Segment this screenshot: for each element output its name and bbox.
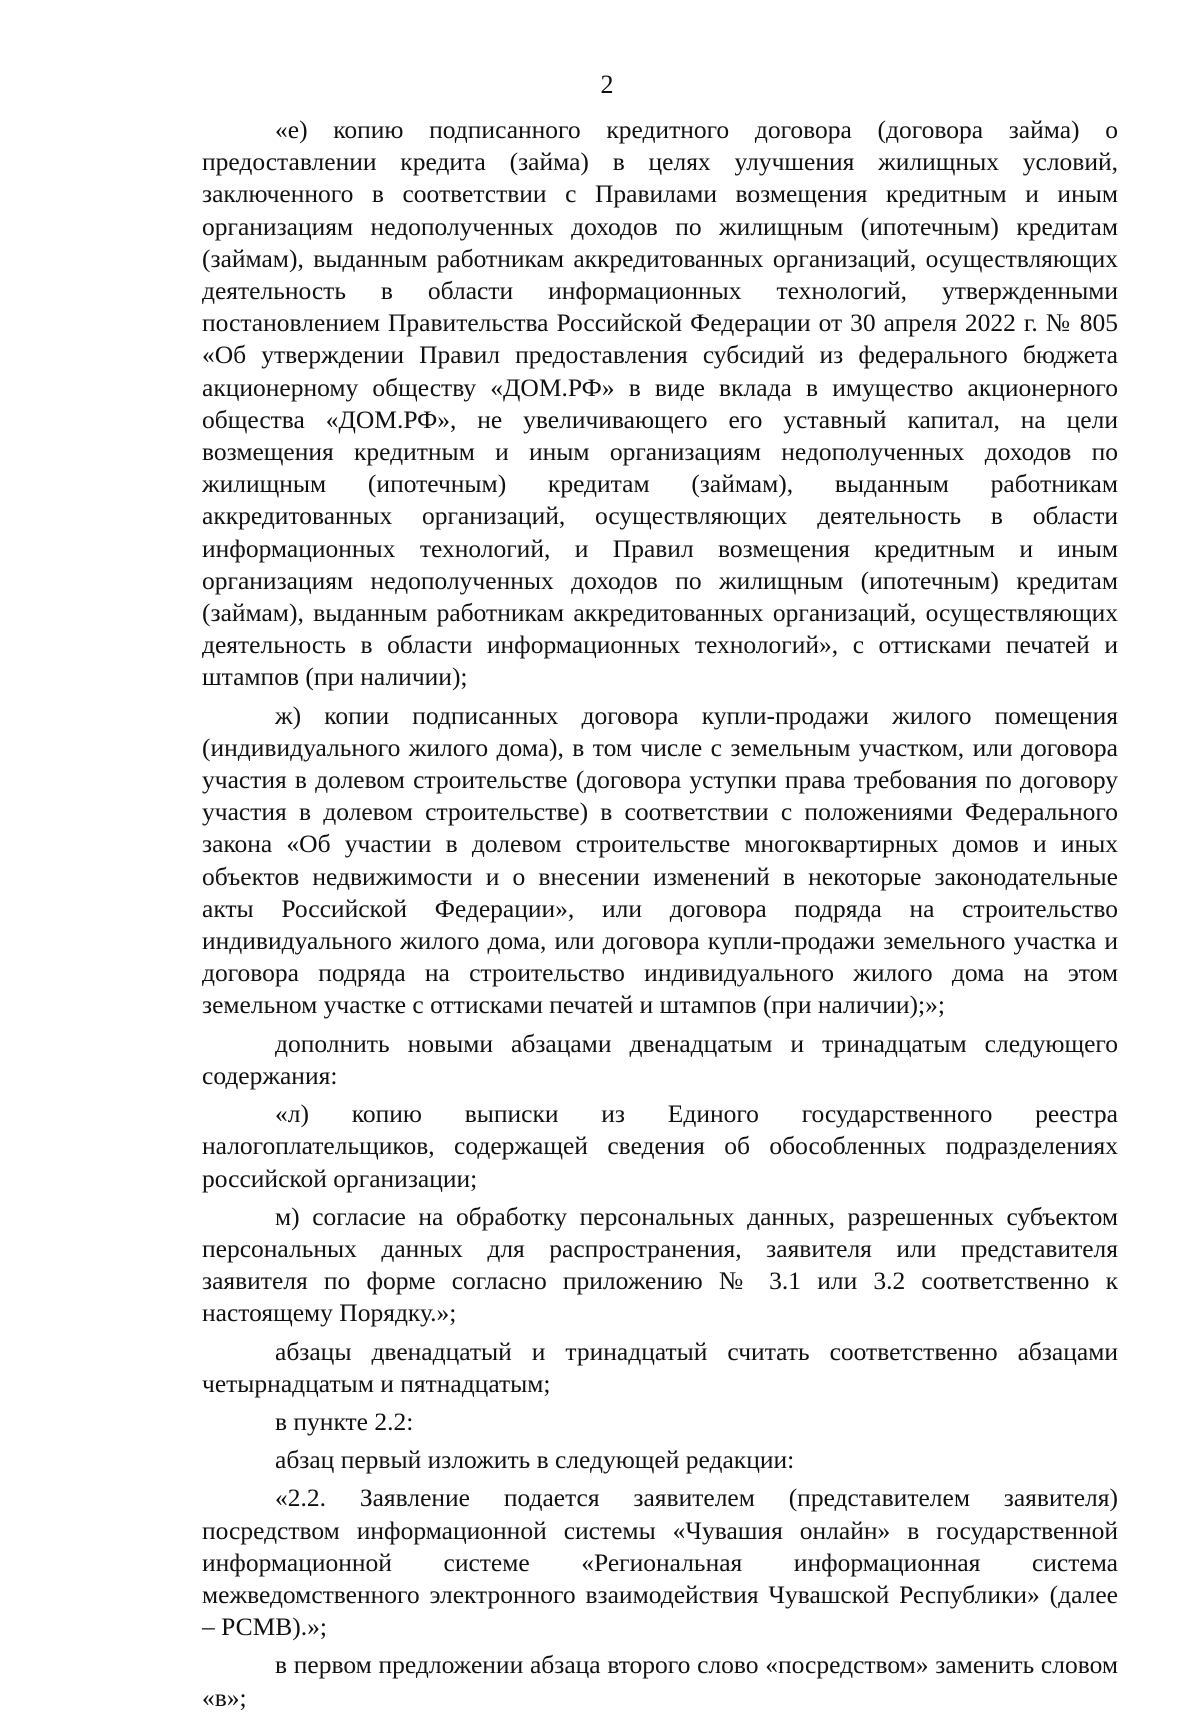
page-number: 2 (600, 70, 614, 99)
document-body (202, 114, 1118, 1720)
paragraph-zh: ж) копии подписанных договора купли-продажи жилого помещения (индивидуального жилого дома), в том числе с земельным участком, или договора участия в долевом строительстве (договора уступки права требования по договору участия в долевом строительстве) в соответствии с положениями Федерального закона «Об участии в долевом строительстве многоквартирных домов и иных объектов недвижимости и о внесении изменений в некоторые законодательные акты Российской Федерации», или договора подряда на строительство индивидуального жилого дома, или договора купли-продажи земельного участка и договора подряда на строительство индивидуального жилого дома на этом земельном участке с оттисками печатей и штампов (при наличии);»; (202, 700, 1118, 1020)
paragraph-2-2-text: «2.2. Заявление подается заявителем (представителем заявителя) посредством информационной системы «Чувашия онлайн» в государственной информационной системе «Региональная информационная система межведомственного электронного взаимодействия Чувашской Республики» (далее – РСМВ).»; (202, 1483, 1118, 1642)
paragraph-e: «е) копию подписанного кредитного договора (договора займа) о предоставлении кредита (займа) в целях улучшения жилищных условий, заключенного в соответствии с Правилами возмещения кредитным и иным организациям недополученных доходов по жилищным (ипотечным) кредитам (займам), выданным работникам аккредитованных организаций, осуществляющих деятельность в области информационных технологий, утвержденными постановлением Правительства Российской Федерации от 30 апреля 2022 г. № 805 «Об утверждении Правил предоставления субсидий из федерального бюджета акционерному обществу «ДОМ.РФ» в виде вклада в имущество акционерного общества «ДОМ.РФ», не увеличивающего его уставный капитал, на цели возмещения кредитным и иным организациям недополученных доходов по жилищным (ипотечным) кредитам (займам), выданным работникам аккредитованных организаций, осуществляющих деятельность в области информационных технологий, и Правил возмещения кредитным и иным организациям недополученных доходов по жилищным (ипотечным) кредитам (займам), выданным работникам аккредитованных организаций, осуществляющих деятельность в области информационных технологий», с оттисками печатей и штампов (при наличии); (202, 115, 1118, 692)
paragraph-add-new: дополнить новыми абзацами двенадцатым и тринадцатым следующего содержания: (202, 1028, 1118, 1090)
paragraph-replace-word: в первом предложении абзаца второго слово «посредством» заменить словом «в»; (202, 1650, 1118, 1712)
paragraph-m: м) согласие на обработку персональных данных, разрешенных субъектом персональных данных для распространения, заявителя или представителя заявителя по форме согласно приложению № 3.1 или 3.2 соответственно к настоящему Порядку.»; (202, 1201, 1118, 1328)
paragraph-point-2-2: в пункте 2.2: (275, 1406, 414, 1436)
paragraph-renumber: абзацы двенадцатый и тринадцатый считать соответственно абзацами четырнадцатым и пятнадцатым; (202, 1336, 1118, 1398)
paragraph-first-abzac: абзац первый изложить в следующей редакции: (275, 1445, 795, 1475)
paragraph-l: «л) копию выписки из Единого государственного реестра налогоплательщиков, содержащей сведения об обособленных подразделениях российской организации; (202, 1099, 1118, 1193)
